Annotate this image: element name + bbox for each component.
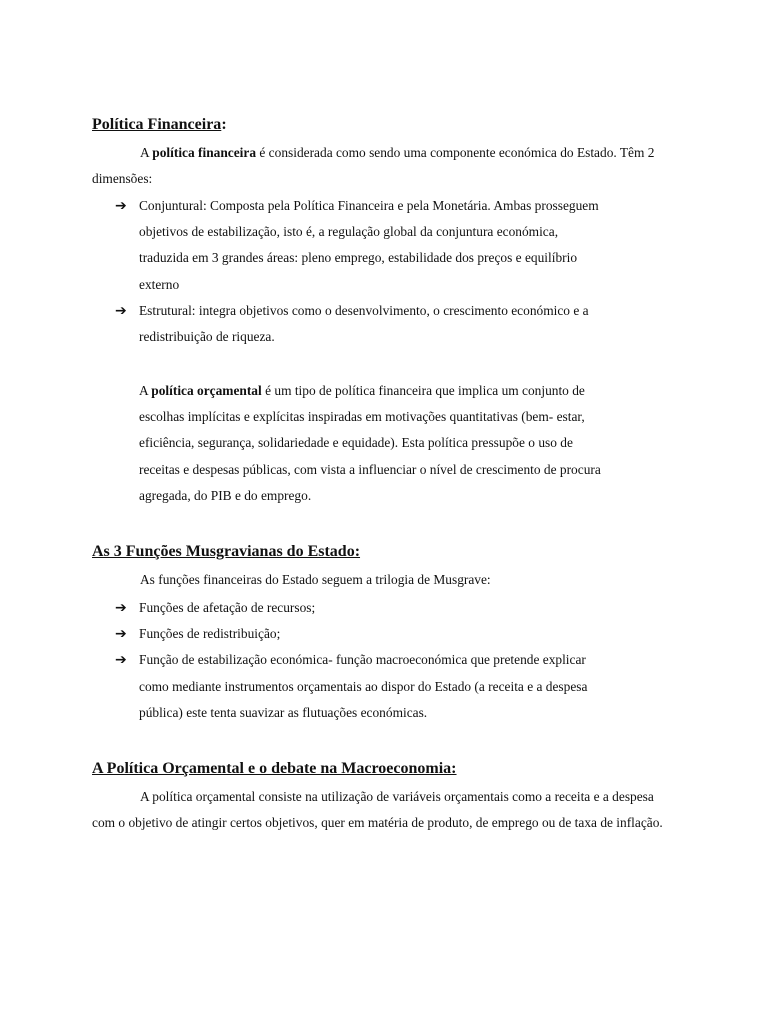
list-item [115,647,685,726]
paragraph-politica-orcamental [139,378,684,509]
paragraph-politica-financeira [92,140,678,192]
list-item-line: traduzida em 3 grandes áreas: pleno emprego, estabilidade dos preços e equilíbrio [139,250,578,266]
heading-text: Política Financeira [92,116,222,133]
para-bold-term: política orçamental [151,383,262,398]
list-item-line: pública) este tenta suavizar as flutuações económicas. [139,704,428,720]
list-item [115,193,685,298]
arrow-right-icon: ➔ [115,302,127,319]
list-item-line: como mediante instrumentos orçamentais ao dispor do Estado (a receita e a despesa [139,678,588,694]
arrow-right-icon: ➔ [115,626,127,643]
list-item-line: Conjuntural: Composta pela Política Financeira e pela Monetária. Ambas prosseguem [139,198,599,213]
list-item [115,621,685,647]
paragraph-musgrave-intro: As funções financeiras do Estado seguem a trilogia de Musgrave: [140,572,491,587]
list-item-line: redistribuição de riqueza. [139,329,275,345]
para-rest: é um tipo de política financeira que implica um conjunto de [261,383,585,398]
dimensions-list [115,193,685,350]
list-item-line: Funções de afetação de recursos; [139,600,316,615]
list-item-line: Função de estabilização económica- função macroeconómica que pretende explicar [139,652,586,668]
list-item [115,595,685,621]
para-line: receitas e despesas públicas, com vista a influenciar o nível de crescimento de procura [139,461,601,477]
para-bold-term: política financeira [152,145,257,160]
heading-text: As 3 Funções Musgravianas do Estado: [92,543,361,560]
arrow-right-icon: ➔ [115,600,127,616]
list-item-line: Estrutural: integra objetivos como o desenvolvimento, o crescimento económico e a [139,302,589,318]
para-pre: A [140,145,153,160]
heading-politica-financeira [92,116,227,134]
para-pre: A [139,383,152,398]
list-item-line: externo [139,276,180,292]
para-line: eficiência, segurança, solidariedade e equidade). Esta política pressupõe o uso de [139,435,573,451]
heading-funcoes-musgravianas [92,543,360,561]
para-line [139,378,684,404]
heading-text: A Política Orçamental e o debate na Macroeconomia: [92,760,457,777]
list-item-line: Funções de redistribuição; [139,626,281,642]
list-item-line: objetivos de estabilização, isto é, a regulação global da conjuntura económica, [139,224,559,240]
functions-list [115,595,685,726]
heading-suffix: : [221,116,227,133]
para-line: escolhas implícitas e explícitas inspiradas em motivações quantitativas (bem- estar, [139,409,585,425]
list-item [115,298,685,350]
para-line: agregada, do PIB e do emprego. [139,487,312,503]
arrow-right-icon: ➔ [115,198,127,214]
para-post: é considerada como sendo uma componente económica do Estado. Têm 2 dimensões: [92,145,655,187]
paragraph-politica-orcamental-debate: A política orçamental consiste na utilização de variáveis orçamentais como a receita e a despesa com o objetivo de atingir certos objetivos, quer em matéria de produto, de emprego ou de taxa de inflação. [92,789,663,831]
heading-politica-orcamental-debate [92,760,457,778]
arrow-right-icon: ➔ [115,652,127,669]
